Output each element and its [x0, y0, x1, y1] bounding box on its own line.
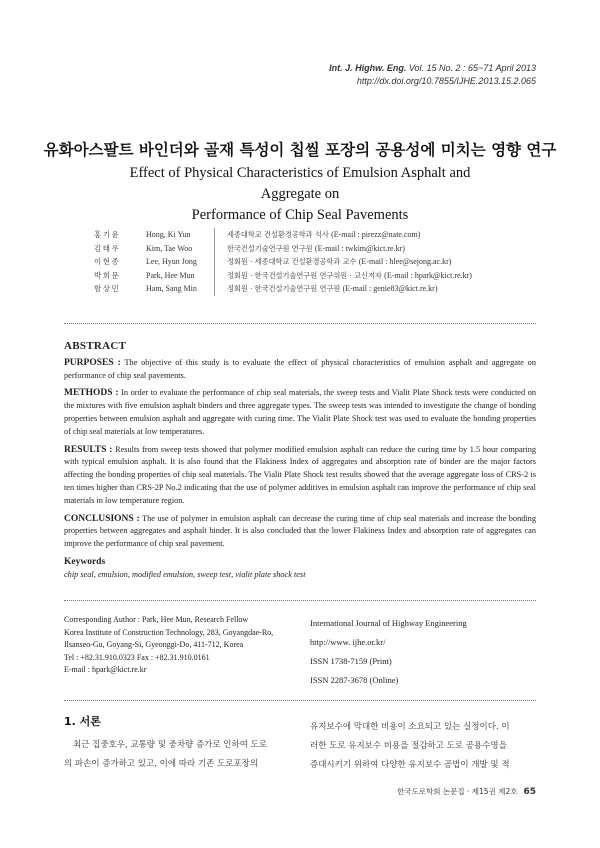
author-row	[94, 242, 472, 256]
author-divider	[214, 255, 215, 269]
author-name-ko: 박희문	[94, 270, 121, 280]
author-affiliation	[227, 242, 405, 256]
journal-abbrev: Int. J. Highw. Eng.	[329, 63, 407, 73]
purposes-text: The objective of this study is to evaluate the effect of physical characteristics of emulsion asphalt and aggregate on performance of chip seal pavements.	[64, 357, 536, 380]
journal-info-url[interactable]: http://www. ijhe.or.kr/	[310, 637, 386, 647]
title-english-line2: Performance of Chip Seal Pavements	[191, 207, 409, 223]
journal-info-line: International Journal of Highway Engineering	[310, 618, 467, 628]
page-number: 65	[523, 787, 536, 797]
section-heading-intro: 1. 서론	[64, 715, 101, 728]
author-name-en: Park, Hee Mun	[146, 270, 195, 280]
corresponding-line: Tel : +82.31.910.0323 Fax : +82.31.910.0161	[64, 652, 210, 662]
author-name-ko: 이현종	[94, 257, 121, 266]
journal-info-line: ISSN 2287-3678 (Online)	[310, 675, 399, 685]
abstract-methods	[64, 387, 536, 438]
author-row	[94, 255, 472, 269]
author-affiliation	[227, 282, 437, 296]
abstract-results	[64, 444, 536, 508]
author-email: (E-mail : hlee@sejong.ac.kr)	[358, 257, 452, 266]
intro-line: 의 파손이 증가하고 있고, 이에 따라 기존 도로포장의	[64, 759, 259, 769]
author-aff-text: 정회원 · 한국건설기술연구원 연구위원 · 교신저자	[227, 270, 382, 280]
abstract-block	[64, 340, 536, 582]
intro-line: 유지보수에 막대한 비용이 소요되고 있는 실정이다. 이	[310, 722, 510, 732]
divider-dotted	[64, 323, 536, 324]
journal-citation	[329, 62, 536, 75]
author-name-en: Lee, Hyun Jong	[146, 257, 197, 266]
journal-header	[329, 62, 536, 88]
author-name-en: Hong, Ki Yun	[146, 230, 191, 239]
methods-label: METHODS :	[64, 388, 119, 399]
journal-volume: Vol. 15 No. 2 : 65~71 April 2013	[406, 63, 536, 73]
intro-column-left	[64, 736, 294, 774]
purposes-label: PURPOSES :	[64, 357, 121, 368]
methods-text: In order to evaluate the performance of chip seal materials, the sweep tests and Vialit Plate Shock tests were conducted on the mixtures with five emulsion asphalt binders and three aggregate types. The sweep tests was intended to investigate the change of bonding properties between emulsion asphalt and aggregate with curing time. The Vialit Plate Shock test was used to evaluate the bonding properties of chip seal materials at low temperatures.	[64, 388, 536, 436]
author-divider	[214, 228, 215, 242]
results-text: Results from sweep tests showed that polymer modified emulsion asphalt can reduce the curing time by 1.5 hour comparing with typical emulsion asphalt. It is also found that the Flakiness Index of aggregates and absorption rate of binder are the major factors affecting the bonding properties of chip seal materials. The Vialit Plate Shock test results showed that the average aggregate loss of CRS-2 is ten times higher than CRS-2P No.2 indicating that the use of polymer additives in emulsion asphalt can improve the performance of chip seal materials in low temperature region.	[64, 444, 537, 505]
conclusions-text: The use of polymer in emulsion asphalt can decrease the curing time of chip seal materials and increase the bonding properties between aggregates and asphalt binder. It is also concluded that the lower Flakiness Index and absorption rate of aggregates can improve the performance of chip seal pavement.	[64, 513, 536, 549]
intro-line: 러한 도로 유지보수 비용을 절감하고 도로 공용수명을	[310, 741, 507, 751]
author-divider	[214, 282, 215, 296]
author-row	[94, 282, 472, 296]
journal-doi[interactable]: http://dx.doi.org/10.7855/IJHE.2013.15.2.065	[356, 76, 536, 86]
author-email: (E-mail : pirezz@nate.com)	[331, 230, 421, 239]
author-email: (E-mail : twkim@kict.re.kr)	[314, 243, 405, 253]
author-affiliation	[227, 228, 420, 242]
keywords-heading: Keywords	[64, 556, 106, 567]
journal-info-line: ISSN 1738-7159 (Print)	[310, 656, 392, 666]
conclusions-label: CONCLUSIONS :	[64, 513, 140, 524]
results-label: RESULTS :	[64, 444, 113, 455]
divider-dotted	[64, 600, 536, 601]
intro-column-right	[310, 718, 536, 775]
keywords-list: chip seal, emulsion, modified emulsion, sweep test, vialit plate shock test	[64, 569, 306, 579]
author-row	[94, 269, 472, 283]
author-divider	[214, 242, 215, 256]
author-name-ko: 함상민	[94, 284, 121, 293]
author-name-en: Ham, Sang Min	[146, 284, 197, 293]
corresponding-line: Corresponding Author : Park, Hee Mun, Research Fellow	[64, 615, 249, 624]
corresponding-line: Korea Institute of Construction Technology, 283, Goyangdae-Ro,	[64, 627, 274, 637]
author-list	[94, 228, 472, 296]
abstract-heading: ABSTRACT	[64, 340, 127, 352]
corresponding-line: E-mail : hpark@kict.re.kr	[64, 665, 147, 674]
title-english	[120, 163, 480, 226]
corresponding-line: Ilsanseo-Gu, Goyang-Si, Gyeonggi-Do, 411-712, Korea	[64, 640, 244, 649]
author-name-en: Kim, Tae Woo	[146, 243, 193, 253]
author-row	[94, 228, 472, 242]
author-aff-text: 한국건설기술연구원 연구원	[227, 243, 313, 253]
footer-journal: 한국도로학회 논문집 · 제15권 제2호	[397, 787, 518, 796]
author-email: (E-mail : genie83@kict.re.kr)	[342, 284, 438, 293]
divider-dotted	[64, 700, 536, 701]
intro-line: 증대시키기 위하여 다양한 유지보수 공법이 개발 및 적	[310, 760, 510, 770]
author-email: (E-mail : hpark@kict.re.kr)	[384, 270, 472, 280]
abstract-purposes	[64, 357, 536, 383]
intro-line: 최근 집중호우, 교통량 및 중차량 증가로 인하여 도로	[73, 740, 268, 750]
author-divider	[214, 269, 215, 283]
title-english-line1: Effect of Physical Characteristics of Emulsion Asphalt and Aggregate on	[129, 165, 471, 202]
corresponding-author	[64, 614, 294, 677]
page-footer	[397, 786, 536, 797]
author-aff-text: 세종대학교 건설환경공학과 석사	[227, 230, 329, 239]
author-affiliation	[227, 269, 472, 283]
author-name-ko: 김태우	[94, 243, 121, 253]
author-name-ko: 홍기윤	[94, 230, 121, 239]
author-aff-text: 정회원 · 한국건설기술연구원 연구원	[227, 284, 341, 293]
author-affiliation	[227, 255, 451, 269]
journal-info	[310, 614, 536, 690]
title-korean: 유화아스팔트 바인더와 골재 특성이 칩씰 포장의 공용성에 미치는 영향 연구	[43, 141, 557, 159]
abstract-conclusions	[64, 513, 536, 551]
author-aff-text: 정회원 · 세종대학교 건설환경공학과 교수	[227, 257, 357, 266]
